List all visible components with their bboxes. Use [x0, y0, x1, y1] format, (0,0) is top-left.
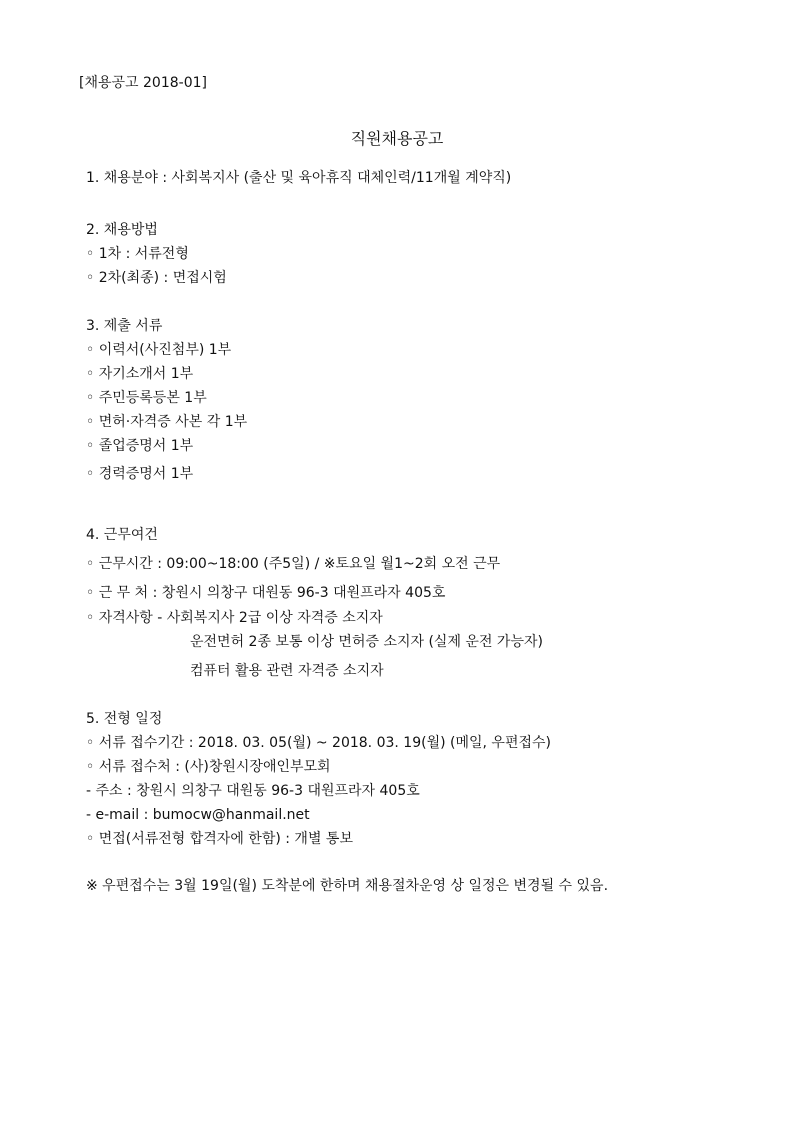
- list-item: - e-mail : bumocw@hanmail.net: [86, 807, 310, 823]
- list-item: ◦ 자기소개서 1부: [86, 366, 194, 382]
- list-item: ◦ 주민등록등본 1부: [86, 390, 207, 406]
- list-item: ◦ 2차(최종) : 면접시험: [86, 270, 227, 286]
- list-item: ◦ 서류 접수기간 : 2018. 03. 05(월) ~ 2018. 03. 19(월) (메일, 우편접수): [86, 735, 551, 751]
- qualification-line: ◦ 자격사항 - 사회복지사 2급 이상 자격증 소지자: [86, 610, 383, 626]
- notice-number: [채용공고 2018-01]: [79, 75, 207, 91]
- list-item: ◦ 면접(서류전형 합격자에 한함) : 개별 통보: [86, 831, 353, 847]
- list-item: ◦ 이력서(사진첨부) 1부: [86, 342, 232, 358]
- footnote: ※ 우편접수는 3월 19일(월) 도착분에 한하며 채용절차운영 상 일정은 변경될 수 있음.: [86, 878, 609, 894]
- section-method-heading: 2. 채용방법: [86, 222, 158, 238]
- work-location: ◦ 근 무 처 : 창원시 의창구 대원동 96-3 대원프라자 405호: [86, 585, 446, 601]
- list-item: ◦ 1차 : 서류전형: [86, 246, 189, 262]
- qualification-line: 컴퓨터 활용 관련 자격증 소지자: [190, 663, 384, 679]
- page-title: 직원채용공고: [350, 129, 444, 148]
- section-schedule-heading: 5. 전형 일정: [86, 711, 163, 727]
- list-item: - 주소 : 창원시 의창구 대원동 96-3 대원프라자 405호: [86, 783, 420, 799]
- work-hours: ◦ 근무시간 : 09:00~18:00 (주5일) / ※토요일 월1~2회 오전 근무: [86, 556, 501, 572]
- qualification-line: 운전면허 2종 보통 이상 면허증 소지자 (실제 운전 가능자): [190, 634, 543, 650]
- section-conditions-heading: 4. 근무여건: [86, 527, 158, 543]
- list-item: ◦ 경력증명서 1부: [86, 466, 194, 482]
- section-position-heading: 1. 채용분야 : 사회복지사 (출산 및 육아휴직 대체인력/11개월 계약직): [86, 170, 512, 186]
- section-documents-heading: 3. 제출 서류: [86, 318, 163, 334]
- list-item: ◦ 졸업증명서 1부: [86, 438, 194, 454]
- list-item: ◦ 서류 접수처 : (사)창원시장애인부모회: [86, 759, 331, 775]
- list-item: ◦ 면허·자격증 사본 각 1부: [86, 414, 248, 430]
